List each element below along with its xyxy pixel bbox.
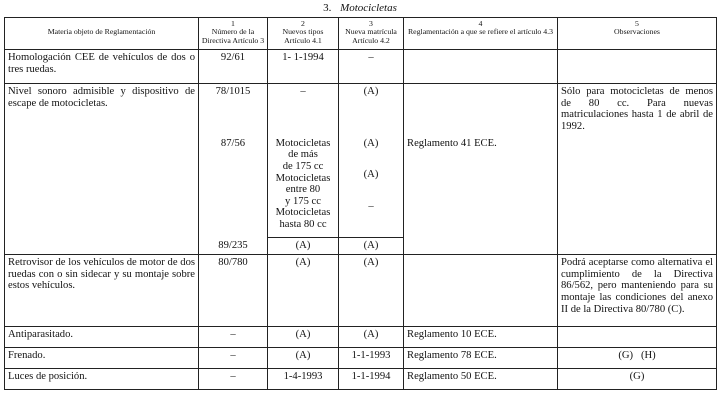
cell-new-types: (A) bbox=[268, 238, 339, 255]
cell-new-registration bbox=[339, 136, 404, 238]
header-label: Nuevos tipos Artículo 4.1 bbox=[282, 27, 324, 45]
cell-directive: – bbox=[199, 327, 268, 348]
cell-subject: Retrovisor de los vehículos de motor de dos ruedas con o sin sidecar y su montaje sobre estos vehículos. bbox=[5, 255, 199, 327]
cell-new-types bbox=[268, 136, 339, 238]
cell-new-registration: (A) bbox=[339, 238, 404, 255]
cell-regulation: Reglamento 10 ECE. bbox=[404, 327, 558, 348]
cell-directive: 92/61 bbox=[199, 50, 268, 84]
cell-new-registration: (A) bbox=[339, 255, 404, 327]
header-number: 2 bbox=[301, 19, 305, 28]
cell-directive: 80/780 bbox=[199, 255, 268, 327]
header-number: 5 bbox=[635, 19, 639, 28]
table-row bbox=[5, 50, 717, 84]
table-row bbox=[5, 136, 717, 238]
cell-regulation: Reglamento 41 ECE. bbox=[404, 136, 558, 238]
header-directive bbox=[199, 18, 268, 50]
table-row bbox=[5, 369, 717, 390]
cell-new-types: (A) bbox=[268, 255, 339, 327]
cell-regulation bbox=[404, 50, 558, 84]
header-regulation bbox=[404, 18, 558, 50]
header-label: Número de la Directiva Artículo 3 bbox=[201, 27, 265, 45]
cell-directive: – bbox=[199, 369, 268, 390]
cell-new-registration: (A) bbox=[339, 327, 404, 348]
cell-line: – bbox=[368, 200, 374, 212]
header-number: 1 bbox=[231, 19, 235, 28]
cell-line: Motocicletas bbox=[275, 137, 331, 149]
cell-regulation bbox=[404, 255, 558, 327]
cell-subject: Luces de posición. bbox=[5, 369, 199, 390]
cell-new-types: – bbox=[268, 84, 339, 136]
cell-regulation bbox=[404, 238, 558, 255]
header-new-registration bbox=[339, 18, 404, 50]
cell-line: entre 80 bbox=[285, 184, 321, 196]
cell-directive: 87/56 bbox=[199, 136, 268, 238]
cell-line: Motocicletas bbox=[275, 207, 331, 219]
cell-regulation: Reglamento 50 ECE. bbox=[404, 369, 558, 390]
cell-line: Motocicletas bbox=[275, 172, 331, 184]
cell-subject: Frenado. bbox=[5, 348, 199, 369]
cell-new-types: (A) bbox=[268, 327, 339, 348]
cell-line: y 175 cc bbox=[285, 195, 321, 207]
regulation-table bbox=[4, 17, 717, 390]
cell-regulation bbox=[404, 84, 558, 136]
cell-subject: Nivel sonoro admisible y dispositivo de escape de motocicletas. bbox=[5, 84, 199, 136]
cell-new-registration: – bbox=[339, 50, 404, 84]
cell-new-types: 1- 1-1994 bbox=[268, 50, 339, 84]
cell-notes bbox=[558, 327, 717, 348]
header-label: Nueva matrícula Artículo 4.2 bbox=[345, 27, 397, 45]
header-new-types bbox=[268, 18, 339, 50]
section-number: 3. bbox=[323, 2, 332, 14]
cell-notes: Sólo para motocicletas de menos de 80 cc. Para nuevas matriculaciones hasta 1 de abril de 1992. bbox=[558, 84, 717, 136]
cell-notes: (G) (H) bbox=[558, 348, 717, 369]
cell-new-types: 1-4-1993 bbox=[268, 369, 339, 390]
cell-regulation: Reglamento 78 ECE. bbox=[404, 348, 558, 369]
cell-directive: 78/1015 bbox=[199, 84, 268, 136]
cell-new-types: (A) bbox=[268, 348, 339, 369]
cell-notes: Podrá aceptarse como alternativa el cumplimiento de la Directiva 86/562, pero manteniendo para su montaje las condiciones del anexo II de la Directiva 80/780 (C). bbox=[558, 255, 717, 327]
table-row bbox=[5, 255, 717, 327]
table-header-row bbox=[5, 18, 717, 50]
table-row bbox=[5, 84, 717, 136]
cell-line: de 175 cc bbox=[282, 160, 324, 172]
table-row bbox=[5, 348, 717, 369]
cell-new-registration: (A) bbox=[339, 84, 404, 136]
section-title bbox=[0, 2, 720, 14]
cell-subject bbox=[5, 136, 199, 238]
cell-new-registration: 1-1-1993 bbox=[339, 348, 404, 369]
header-number: 4 bbox=[478, 19, 483, 28]
cell-directive: 89/235 bbox=[199, 238, 268, 255]
cell-new-registration: 1-1-1994 bbox=[339, 369, 404, 390]
cell-line: de más bbox=[288, 149, 318, 161]
table-row bbox=[5, 238, 717, 255]
header-number: 3 bbox=[369, 19, 373, 28]
cell-subject: Homologación CEE de vehículos de dos o tres ruedas. bbox=[5, 50, 199, 84]
cell-subject bbox=[5, 238, 199, 255]
header-label: Observaciones bbox=[614, 27, 660, 37]
cell-notes bbox=[558, 136, 717, 238]
cell-notes: (G) bbox=[558, 369, 717, 390]
cell-notes bbox=[558, 50, 717, 84]
section-name: Motocicletas bbox=[340, 2, 397, 14]
header-subject: Materia objeto de Reglamentación bbox=[5, 18, 199, 50]
cell-line: hasta 80 cc bbox=[279, 218, 327, 230]
cell-directive: – bbox=[199, 348, 268, 369]
cell-notes bbox=[558, 238, 717, 255]
table-row bbox=[5, 327, 717, 348]
cell-subject: Antiparasitado. bbox=[5, 327, 199, 348]
cell-line: (A) bbox=[363, 169, 379, 181]
header-label: Reglamentación a que se refiere el artículo 4.3 bbox=[407, 27, 554, 37]
cell-line: (A) bbox=[363, 137, 379, 149]
header-notes bbox=[558, 18, 717, 50]
